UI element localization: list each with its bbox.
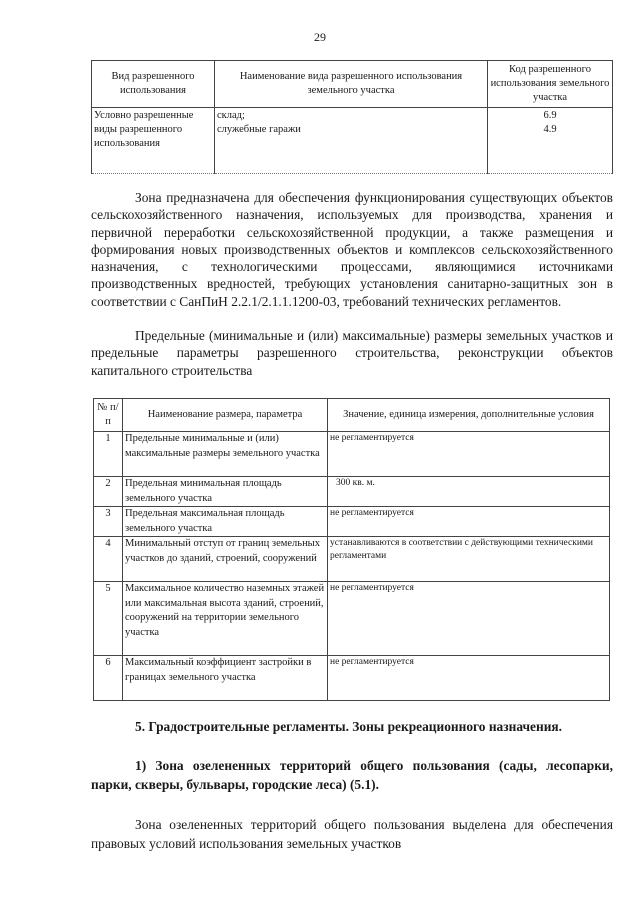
subsection-heading: 1) Зона озелененных территорий общего пользования (сады, лесопарки, парки, скверы, бульвары, городские леса) (5.1). [91,758,613,792]
use-code-cell [488,108,613,174]
row-number: 2 [94,477,123,507]
parameter-name: Предельные минимальные и (или) максимальные размеры земельного участка [123,432,328,477]
parameter-name: Предельная максимальная площадь земельного участка [123,507,328,537]
row-number: 5 [94,582,123,656]
table-row [94,432,610,477]
table-header-row [92,61,613,108]
column-header-use-name: Наименование вида разрешенного использования земельного участка [215,61,488,108]
page-number: 29 [314,30,326,44]
use-name-line: служебные гаражи [217,124,301,135]
table-row [94,507,610,537]
parameter-value: не регламентируется [328,582,610,656]
column-header-number: № п/п [94,399,123,432]
parameter-value: не регламентируется [328,507,610,537]
column-header-value: Значение, единица измерения, дополнительные условия [328,399,610,432]
parameters-table [93,398,610,701]
parameter-name: Минимальный отступ от границ земельных участков до зданий, строений, сооружений [123,537,328,582]
table-row [94,582,610,656]
table-row [92,108,613,174]
row-number: 1 [94,432,123,477]
use-name-line: склад; [217,110,245,121]
parameter-name: Максимальный коэффициент застройки в границах земельного участка [123,656,328,701]
parameter-name: Предельная минимальная площадь земельного участка [123,477,328,507]
row-number: 3 [94,507,123,537]
parameter-name: Максимальное количество наземных этажей или максимальная высота зданий, строений, сооружений на территории земельного участка [123,582,328,656]
limit-parameters-paragraph: Предельные (минимальные и (или) максимальные) размеры земельных участков и предельные параметры разрешенного строительства, реконструкции объектов капитального строительства [91,328,613,378]
use-type-cell: Условно разрешенные виды разрешенного использования [92,108,215,174]
column-header-parameter: Наименование размера, параметра [123,399,328,432]
table-row [94,656,610,701]
column-header-use-code: Код разрешенного использования земельного участка [488,61,613,108]
column-header-use-type: Вид разрешенного использования [92,61,215,108]
parameter-value: устанавливаются в соответствии с действующими техническими регламентами [328,537,610,582]
row-number: 6 [94,656,123,701]
permitted-use-table [91,60,613,174]
table-header-row [94,399,610,432]
section-heading: 5. Градостроительные регламенты. Зоны рекреационного назначения. [135,719,563,734]
parameter-value: 300 кв. м. [328,477,610,507]
parameter-value: не регламентируется [328,656,610,701]
use-name-cell [215,108,488,174]
row-number: 4 [94,537,123,582]
use-code-line: 4.9 [543,124,557,135]
recreation-zone-paragraph: Зона озелененных территорий общего пользования выделена для обеспечения правовых условий использования земельных участков [91,817,613,851]
table-row [94,537,610,582]
table-row [94,477,610,507]
use-code-line: 6.9 [543,110,557,121]
zone-purpose-paragraph: Зона предназначена для обеспечения функционирования существующих объектов сельскохозяйственного назначения, используемых для производства, хранения и первичной переработки сельскохозяйственной продукции, а также размещения и формирования новых производственных объектов и комплексов сельскохозяйственного назначения, с технологическими процессами, являющимися источниками производственных вредностей, требующих установления санитарно-защитных зон в соответствии с СанПиН 2.2.1/2.1.1.1200-03, требований технических регламентов. [91,190,613,309]
parameter-value: не регламентируется [328,432,610,477]
